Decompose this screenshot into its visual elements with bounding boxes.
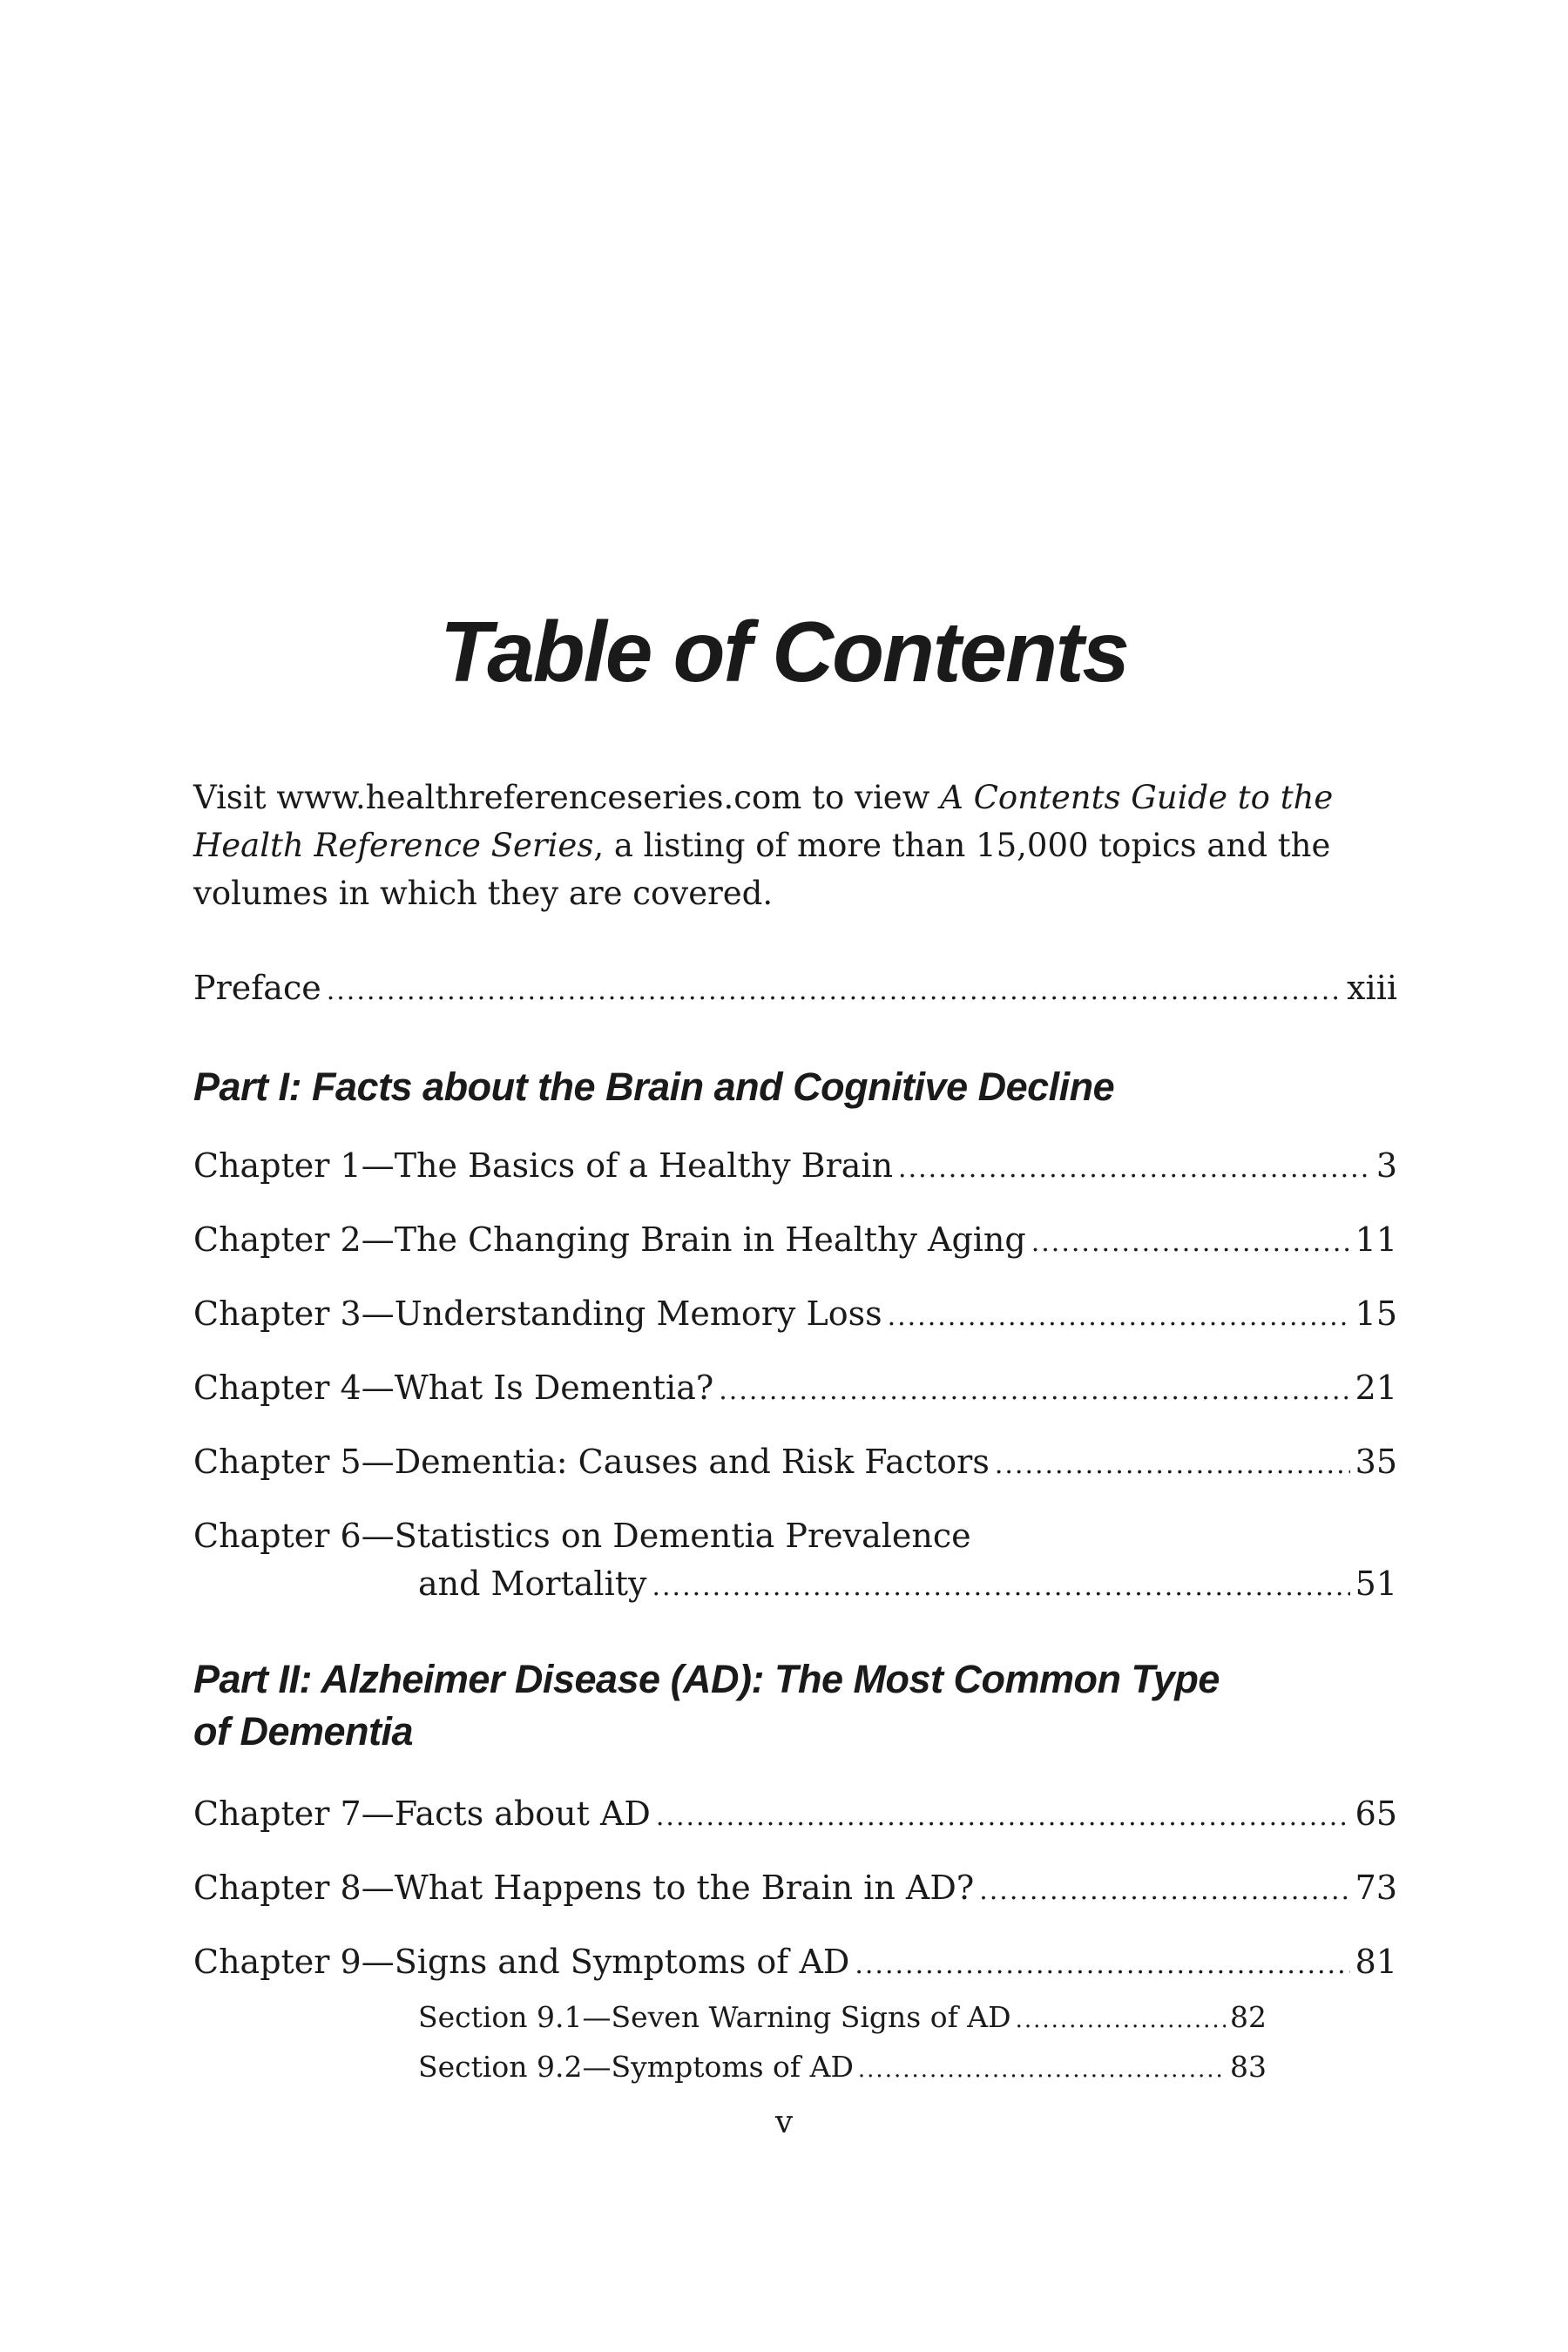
toc-entry-preface[interactable] xyxy=(193,962,1397,1014)
toc-entry-label: Section 9.1—Seven Warning Signs of AD xyxy=(418,2000,1011,2034)
toc-page-number: 81 xyxy=(1355,1943,1397,1981)
leader-dots xyxy=(995,1439,1350,1491)
toc-entry-chapter-9[interactable] xyxy=(193,1936,1397,1988)
leader-dots xyxy=(979,1865,1349,1917)
toc-page-number: 65 xyxy=(1355,1794,1397,1833)
intro-suffix: , a listing of more than 15,000 topics and the volumes in which they are covered. xyxy=(193,827,1331,912)
toc-page-number: 83 xyxy=(1230,2050,1267,2084)
toc-entry-label: Chapter 3—Understanding Memory Loss xyxy=(193,1294,882,1333)
toc-entry-chapter-6-line1[interactable]: Chapter 6—Statistics on Dementia Prevalence xyxy=(193,1517,971,1555)
guide-title: A Contents Guide to the Health Reference Series xyxy=(193,779,1334,864)
toc-entry-label: Chapter 7—Facts about AD xyxy=(193,1794,651,1833)
toc-entry-chapter-6[interactable] xyxy=(418,1558,1397,1610)
toc-entry-label: Chapter 5—Dementia: Causes and Risk Factors xyxy=(193,1443,990,1481)
page-folio: v xyxy=(774,2105,794,2140)
leader-dots xyxy=(1031,1217,1350,1269)
part-heading-2-line1: Part II: Alzheimer Disease (AD): The Most Common Type xyxy=(193,1657,1220,1701)
toc-entry-section-9-1[interactable] xyxy=(418,1994,1267,2041)
toc-page-number: 51 xyxy=(1355,1565,1397,1603)
toc-page-number: 35 xyxy=(1355,1443,1397,1481)
toc-page-number: 15 xyxy=(1355,1294,1397,1333)
leader-dots xyxy=(719,1365,1349,1417)
leader-dots xyxy=(898,1143,1371,1195)
leader-dots xyxy=(1016,1997,1226,2044)
toc-page-number: 82 xyxy=(1230,2000,1267,2034)
toc-entry-chapter-5[interactable] xyxy=(193,1436,1397,1488)
part-heading-1: Part I: Facts about the Brain and Cognitive Decline xyxy=(193,1064,1115,1109)
intro-prefix: Visit www.healthreferenceseries.com to view xyxy=(193,779,941,816)
toc-page-number: 21 xyxy=(1355,1369,1397,1407)
toc-entry-label: Chapter 9—Signs and Symptoms of AD xyxy=(193,1943,850,1981)
toc-entry-chapter-2[interactable] xyxy=(193,1213,1397,1266)
leader-dots xyxy=(858,2046,1226,2093)
toc-page-number: 11 xyxy=(1355,1220,1397,1259)
toc-page-number: xiii xyxy=(1347,969,1397,1007)
leader-dots xyxy=(652,1561,1349,1613)
toc-entry-chapter-3[interactable] xyxy=(193,1288,1397,1340)
leader-dots xyxy=(327,965,1342,1017)
toc-entry-label: Chapter 1—The Basics of a Healthy Brain xyxy=(193,1146,894,1185)
toc-entry-chapter-4[interactable] xyxy=(193,1362,1397,1414)
toc-entry-label: and Mortality xyxy=(418,1565,647,1603)
toc-entry-chapter-7[interactable] xyxy=(193,1788,1397,1840)
toc-entry-label: Chapter 8—What Happens to the Brain in AD? xyxy=(193,1869,975,1907)
toc-entry-label: Chapter 2—The Changing Brain in Healthy Aging xyxy=(193,1220,1026,1259)
toc-entry-label: Section 9.2—Symptoms of AD xyxy=(418,2050,854,2084)
toc-entry-section-9-2[interactable] xyxy=(418,2044,1267,2091)
toc-entry-label: Preface xyxy=(193,969,321,1007)
toc-page-number: 3 xyxy=(1375,1146,1397,1185)
toc-entry-chapter-1[interactable] xyxy=(193,1139,1397,1192)
intro-paragraph xyxy=(193,774,1396,917)
leader-dots xyxy=(656,1791,1350,1843)
leader-dots xyxy=(888,1291,1350,1343)
toc-entry-chapter-8[interactable] xyxy=(193,1862,1397,1914)
page-title: Table of Contents xyxy=(440,604,1128,700)
toc-page-number: 73 xyxy=(1355,1869,1397,1907)
leader-dots xyxy=(855,1939,1349,1991)
toc-entry-label: Chapter 4—What Is Dementia? xyxy=(193,1369,714,1407)
part-heading-2-line2: of Dementia xyxy=(193,1709,414,1754)
